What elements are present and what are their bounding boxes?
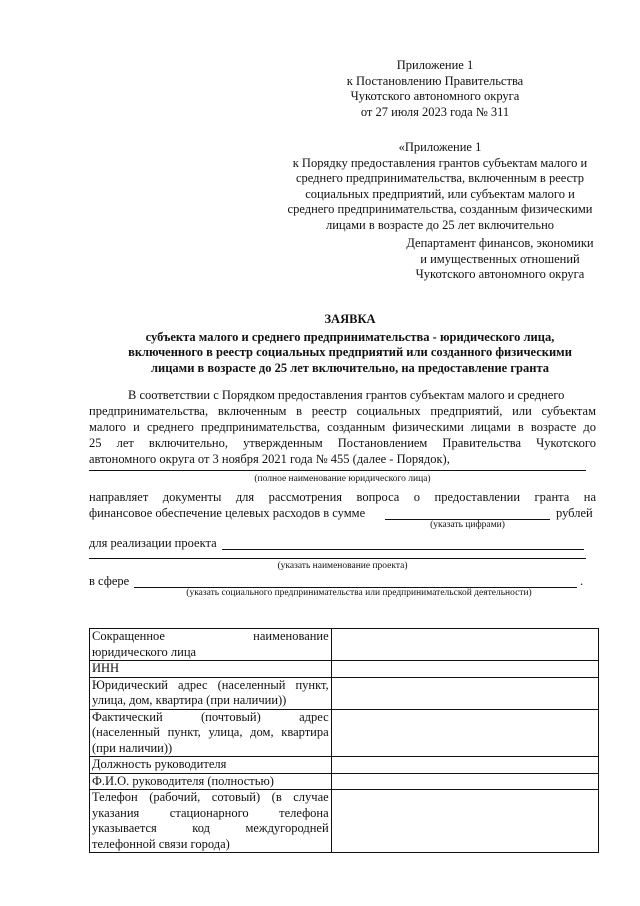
intro-line: 25 лет включительно, утвержденным Постановлением Правительства Чукотского — [89, 436, 596, 450]
document-title — [60, 312, 640, 376]
title-sub: субъекта малого и среднего предпринимательства - юридического лица, — [145, 329, 555, 344]
org-name-underline — [89, 470, 586, 471]
project-underline — [222, 549, 584, 550]
field-label-line: улица, дом, квартира (при наличии)) — [92, 693, 287, 707]
currency-label: рублей — [556, 506, 593, 520]
appendix-region: Чукотского автономного округа — [350, 89, 520, 103]
field-label — [90, 677, 332, 709]
field-value-cell[interactable] — [331, 790, 598, 853]
procedure-line: среднего предпринимательства, созданным физическими — [287, 202, 593, 216]
field-label — [90, 790, 332, 853]
org-name-hint: (полное наименование юридического лица) — [254, 474, 431, 484]
procedure-line: среднего предпринимательства, включенным в реестр — [295, 171, 585, 185]
procedure-line: лицами в возрасте до 25 лет включительно — [325, 217, 555, 232]
project-label: для реализации проекта — [89, 536, 217, 550]
project-underline-2 — [89, 558, 586, 559]
intro-line: автономного округа от 3 ноября 2021 года № 455 (далее - Порядок), — [89, 452, 450, 466]
field-label-line: указания стационарного телефона — [92, 805, 329, 820]
intro-line: малого и среднего предпринимательства, созданным физическими лицами в возрасте до — [89, 420, 596, 434]
project-hint: (указать наименование проекта) — [277, 561, 408, 571]
title-sub: лицами в возрасте до 25 лет включительно, на предоставление гранта — [151, 360, 549, 375]
table-row — [90, 757, 599, 774]
field-value-cell[interactable] — [331, 629, 598, 661]
field-label-line: Телефон (рабочий, сотовый) (в случае — [92, 790, 329, 804]
procedure-line: к Порядку предоставления грантов субъектам малого и — [292, 155, 588, 170]
table-row — [90, 773, 599, 790]
field-label-line: (населенный пункт, улица, дом, квартира — [92, 725, 329, 739]
field-label — [90, 629, 332, 661]
field-value-cell[interactable] — [331, 757, 598, 774]
appendix-ref: к Постановлению Правительства — [346, 73, 524, 88]
table-row — [90, 709, 599, 757]
procedure-title: «Приложение 1 — [398, 140, 482, 154]
table-row — [90, 661, 599, 678]
request-line: финансовое обеспечение целевых расходов в сумме — [89, 506, 366, 520]
request-line: направляет документы для рассмотрения вопроса о предоставлении гранта на — [89, 490, 596, 504]
field-value-cell[interactable] — [331, 773, 598, 790]
sphere-label: в сфере — [89, 574, 130, 588]
field-label — [90, 773, 332, 790]
field-label-line: Должность руководителя — [92, 757, 227, 771]
field-label-line: Ф.И.О. руководителя (полностью) — [92, 773, 274, 788]
appendix-title: Приложение 1 — [396, 58, 474, 72]
procedure-header — [270, 140, 610, 233]
field-label-line: телефонной связи города) — [92, 836, 230, 851]
addressee — [390, 236, 610, 283]
field-value-cell[interactable] — [331, 661, 598, 678]
sphere-hint: (указать социального предпринимательства или предпринимательской деятельности) — [186, 588, 532, 598]
field-label-line: ИНН — [92, 661, 120, 675]
addressee-line: Чукотского автономного округа — [415, 267, 585, 281]
table-row — [90, 677, 599, 709]
field-label-line: (при наличии)) — [92, 740, 173, 755]
intro-line: предпринимательства, включенным в реестр социальных предприятий, или субъектам — [89, 404, 596, 418]
field-label-line: указывается код междугородней — [92, 821, 329, 835]
field-label-line: юридического лица — [92, 644, 197, 659]
table-row — [90, 790, 599, 853]
field-value-cell[interactable] — [331, 677, 598, 709]
procedure-line: социальных предприятий, или субъектам малого и — [305, 186, 575, 201]
field-label — [90, 757, 332, 774]
sphere-period: . — [580, 574, 584, 588]
table-row — [90, 629, 599, 661]
field-label-line: Юридический адрес (населенный пункт, — [92, 677, 329, 692]
field-label — [90, 661, 332, 678]
addressee-line: и имущественных отношений — [420, 251, 580, 266]
amount-hint: (указать цифрами) — [430, 520, 505, 530]
field-label — [90, 709, 332, 757]
appendix-date: от 27 июля 2023 года № 311 — [360, 104, 510, 119]
applicant-info-table — [89, 628, 599, 853]
title-main: ЗАЯВКА — [324, 312, 376, 326]
addressee-line: Департамент финансов, экономики — [406, 236, 594, 250]
field-value-cell[interactable] — [331, 709, 598, 757]
field-label-line: Сокращенное наименование — [92, 629, 329, 643]
title-sub: включенного в реестр социальных предприятий или созданного физическими — [128, 345, 572, 359]
field-label-line: Фактический (почтовый) адрес — [92, 709, 329, 724]
intro-line: В соответствии с Порядком предоставления грантов субъектам малого и среднего — [128, 388, 565, 402]
appendix-header — [330, 58, 540, 120]
